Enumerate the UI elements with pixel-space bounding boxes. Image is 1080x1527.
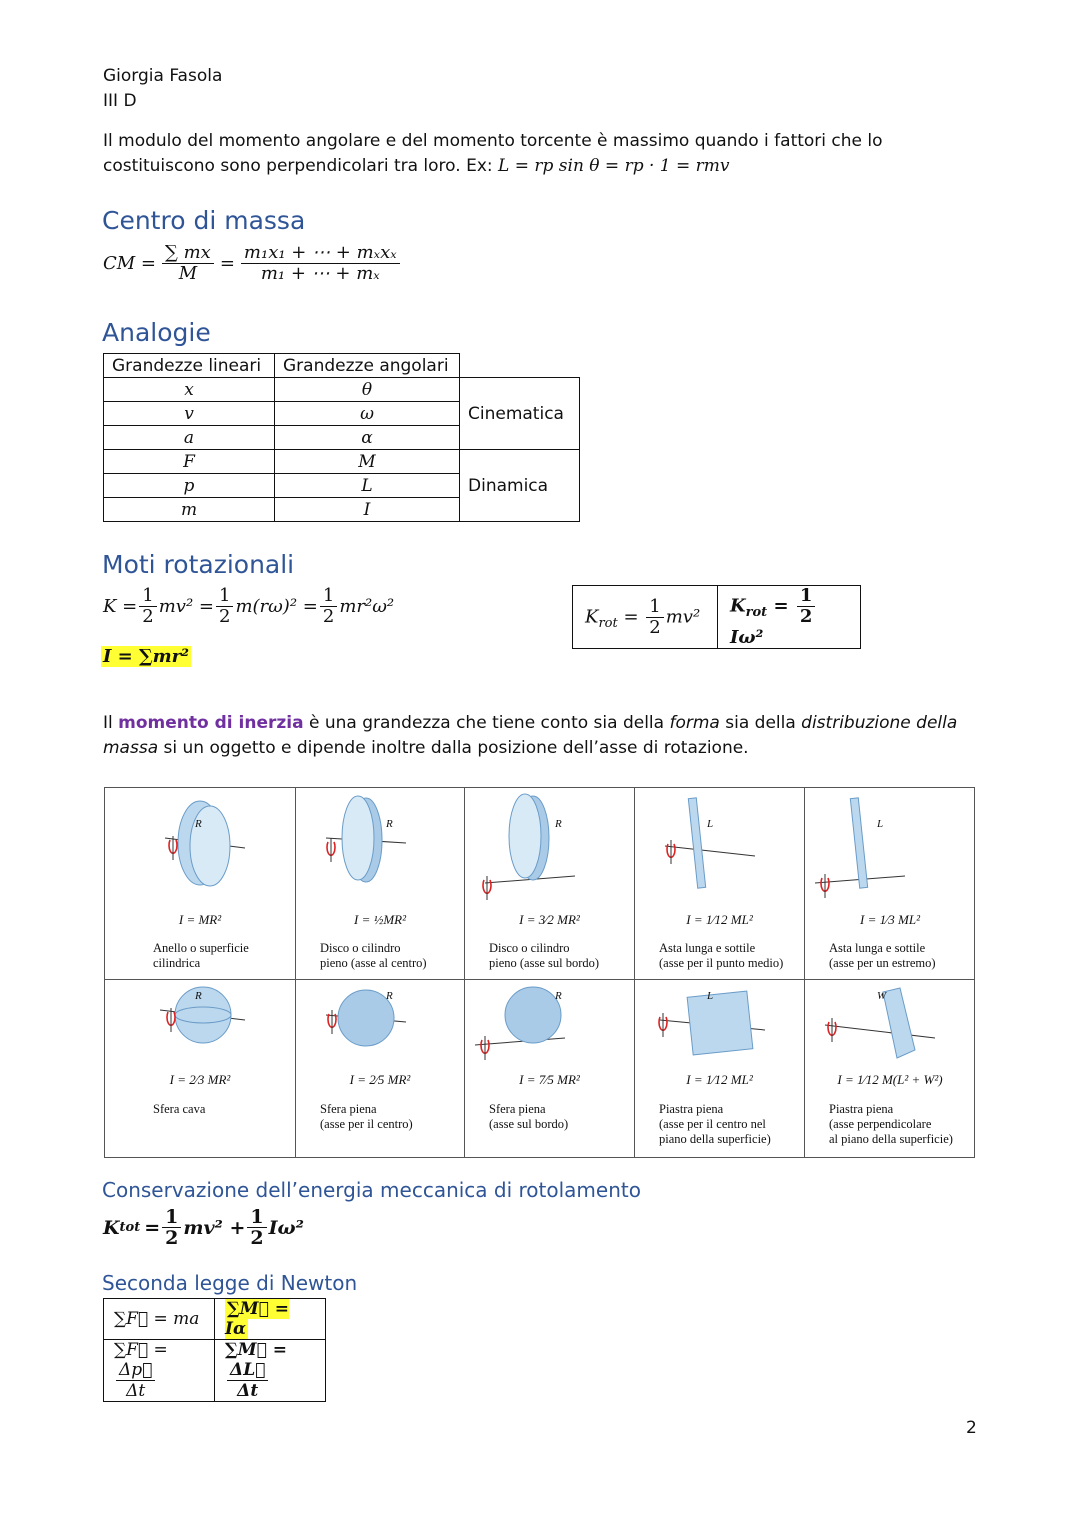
- inertia-cell: [105, 788, 296, 980]
- page-number: 2: [966, 1418, 977, 1438]
- dimension-label: R: [195, 990, 202, 1002]
- inertia-caption: Anello o superficie cilindrica: [153, 941, 249, 970]
- inertia-formula-label: I = 7⁄5 MR²: [519, 1072, 580, 1087]
- author-name: Giorgia Fasola: [103, 66, 223, 86]
- inertia-illustration: [635, 788, 805, 908]
- inertia-cell: [296, 788, 465, 980]
- inertia-formula-label: I = MR²: [178, 912, 222, 927]
- inertia-cell: [635, 980, 805, 1157]
- analogie-cell: v: [104, 402, 275, 426]
- inertia-cell: [805, 980, 975, 1157]
- inertia-formula: I = ∑mr²: [103, 646, 190, 667]
- k-term-1: mv² =: [158, 596, 214, 617]
- analogie-row: [104, 450, 580, 474]
- inertia-caption: Sfera cava: [153, 1102, 206, 1116]
- analogie-header-angolari: Grandezze angolari: [275, 354, 460, 378]
- cm-f2-den: m₁ + ⋯ + mₓ: [260, 263, 380, 284]
- analogie-title: Analogie: [102, 318, 211, 347]
- cm-fraction-1: [162, 243, 214, 284]
- intro-formula: L = rp sin θ = rp · 1 = rmv: [498, 156, 730, 176]
- cm-lhs: CM =: [103, 253, 157, 274]
- analogie-cell: F: [104, 450, 275, 474]
- inertia-illustration: [465, 788, 635, 908]
- newton-table: [103, 1298, 326, 1402]
- analogie-cell: θ: [275, 378, 460, 402]
- dimension-label: R: [386, 990, 393, 1002]
- newton-f-ma: ∑F⃗ = ma: [104, 1299, 215, 1340]
- analogie-cell: ω: [275, 402, 460, 426]
- krot-box-2: $K_{rot}$ = $\frac{1}{2}$ Iω²: [718, 586, 861, 649]
- inertia-caption: Sfera piena (asse per il centro): [320, 1102, 413, 1131]
- inertia-formula-label: I = 3⁄2 MR²: [519, 912, 580, 927]
- intro-paragraph: [103, 129, 983, 179]
- inertia-cell: [105, 980, 296, 1157]
- analogie-cell: m: [104, 498, 275, 522]
- frac-half: $\frac{1}{2}$: [320, 586, 337, 627]
- kinetic-formula: [103, 586, 394, 627]
- inertia-formula-label: I = ½MR²: [353, 912, 407, 927]
- inertia-cell: [805, 788, 975, 980]
- inertia-cell: [296, 980, 465, 1157]
- inertia-caption: Asta lunga e sottile (asse per il punto medio): [659, 941, 784, 970]
- dimension-label: L: [707, 990, 714, 1002]
- dimension-label: W: [877, 990, 887, 1002]
- dimension-label: R: [555, 818, 562, 830]
- frac-half: $\frac{1}{2}$: [216, 586, 233, 627]
- dimension-label: L: [877, 818, 884, 830]
- cm-fraction-2: [241, 243, 400, 284]
- k-lhs: K =: [103, 596, 138, 617]
- ktot-formula: K tot = $\frac{1}{2}$ mv² + $\frac{1}{2}$ Iω²: [103, 1206, 304, 1249]
- class-label: III D: [103, 91, 137, 111]
- analogie-table: [103, 353, 580, 522]
- analogie-cell: p: [104, 474, 275, 498]
- inertia-illustration: [805, 980, 975, 1072]
- inertia-formula-label: I = 1⁄12 ML²: [686, 912, 753, 927]
- analogie-header-row: [104, 354, 580, 378]
- inertia-illustration: [296, 788, 465, 908]
- frac-half: $\frac{1}{2}$: [139, 586, 156, 627]
- cm-f2-num: m₁x₁ + ⋯ + mₓxₓ: [241, 243, 400, 264]
- inertia-term: momento di inerzia: [118, 713, 304, 733]
- centro-massa-formula: CM = $\frac{\sum mx}{M}$ = $\frac{\text{m₁x₁ + ⋯ + mₓxₓ}}{\text{m₁ + ⋯ + mₓ}}$: [103, 243, 402, 284]
- k-term-3: mr²ω²: [339, 596, 395, 617]
- inertia-illustration: [635, 980, 805, 1072]
- dimension-label: R: [195, 818, 202, 830]
- analogie-header-lineari: Grandezze lineari: [104, 354, 275, 378]
- inertia-cell: [635, 788, 805, 980]
- conservazione-title: Conservazione dell’energia meccanica di rotolamento: [102, 1178, 641, 1202]
- dimension-label: R: [555, 990, 562, 1002]
- analogie-group-dinamica: Dinamica: [460, 450, 580, 522]
- inertia-cell: [465, 980, 635, 1157]
- inertia-illustration: [805, 788, 975, 908]
- newton-m-dl: ∑M⃗ = $\frac{\Delta L⃗}{\Delta t}$: [215, 1340, 326, 1402]
- inertia-caption: Sfera piena (asse sul bordo): [489, 1102, 569, 1131]
- analogie-cell: x: [104, 378, 275, 402]
- inertia-figure: [104, 787, 975, 1158]
- dimension-label: L: [707, 818, 714, 830]
- analogie-cell: I: [275, 498, 460, 522]
- inertia-caption: Disco o cilindro pieno (asse sul bordo): [489, 941, 600, 970]
- inertia-illustration: [296, 980, 465, 1072]
- inertia-formula-label: I = 1⁄3 ML²: [860, 912, 920, 927]
- newton-m-ialpha: ∑M⃗ = Iα: [215, 1299, 326, 1340]
- inertia-paragraph: Il momento di inerzia è una grandezza che tiene conto sia della forma sia della distribuzione della massa si un oggetto e dipende inoltre dalla posizione dell’asse di rotazione.: [103, 713, 958, 758]
- inertia-caption: Piastra piena (asse per il centro nel piano della superficie): [659, 1102, 771, 1146]
- krot-box-1: $K_{rot}$ = $\frac{1}{2}$ mv²: [573, 586, 718, 649]
- inertia-caption: Piastra piena (asse perpendicolare al piano della superficie): [829, 1102, 953, 1146]
- inertia-illustration: [465, 980, 635, 1072]
- inertia-formula-label: I = 2⁄5 MR²: [349, 1072, 411, 1087]
- moti-title: Moti rotazionali: [102, 550, 295, 579]
- inertia-formula-label: I = 1⁄12 ML²: [686, 1072, 753, 1087]
- k-term-2: m(rω)² =: [235, 596, 318, 617]
- inertia-illustration: [105, 788, 296, 908]
- intro-text: Il modulo del momento angolare e del momento torcente è massimo quando i fattori che lo costituiscono sono perpendicolari tra loro. Ex:: [103, 131, 883, 176]
- krot-boxes: [572, 585, 861, 649]
- newton-title: Seconda legge di Newton: [102, 1271, 358, 1295]
- analogie-cell: α: [275, 426, 460, 450]
- cm-f1-den: M: [178, 263, 198, 284]
- centro-massa-title: Centro di massa: [102, 206, 306, 235]
- newton-f-dp: ∑F⃗ = $\frac{\Delta p⃗}{\Delta t}$: [104, 1340, 215, 1402]
- analogie-group-cinematica: Cinematica: [460, 378, 580, 450]
- analogie-cell: M: [275, 450, 460, 474]
- dimension-label: R: [386, 818, 393, 830]
- inertia-formula-label: I = 1⁄12 M(L² + W²): [837, 1072, 943, 1087]
- inertia-formula-label: I = 2⁄3 MR²: [169, 1072, 231, 1087]
- inertia-caption: Asta lunga e sottile (asse per un estremo): [829, 941, 936, 970]
- analogie-cell: L: [275, 474, 460, 498]
- inertia-caption: Disco o cilindro pieno (asse al centro): [320, 941, 427, 970]
- cm-f1-num: ∑ mx: [162, 243, 214, 264]
- inertia-cell: [465, 788, 635, 980]
- analogie-cell: a: [104, 426, 275, 450]
- analogie-row: [104, 378, 580, 402]
